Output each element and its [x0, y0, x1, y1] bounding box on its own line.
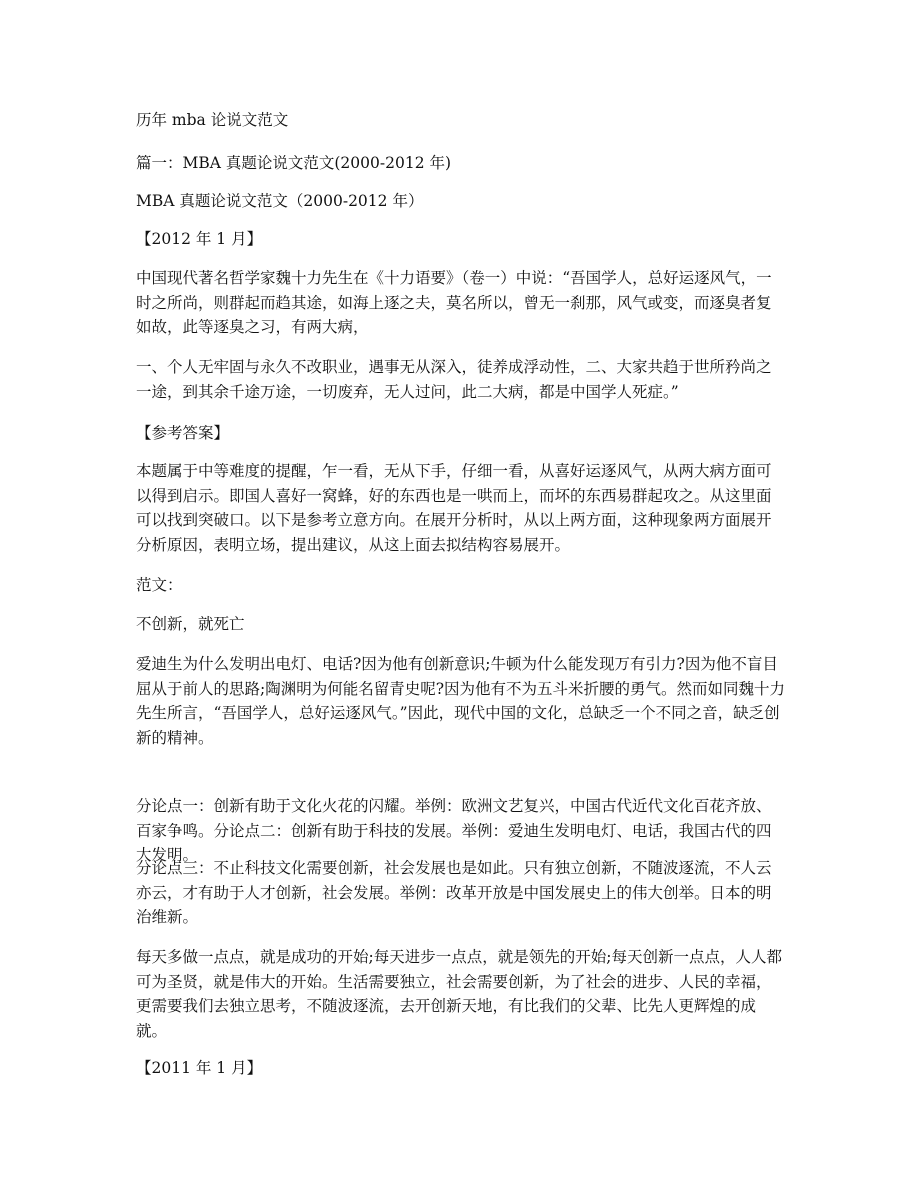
essay-title: 不创新，就死亡 — [136, 615, 245, 633]
prompt-paragraph-2: 一、个人无牢固与永久不改职业，遇事无从深入，徒养成浮动性，二、大家共趋于世所矜尚之一途，到其余千途万途，一切废弃，无人过问，此二大病，都是中国学人死症。” — [136, 358, 772, 401]
essay-conclusion-paragraph: 每天多做一点点，就是成功的开始;每天进步一点点，就是领先的开始;每天创新一点点，人人都可为圣贤，就是伟大的开始。生活需要独立，社会需要创新，为了社会的进步、人民的幸福，更需要我们去独立思考，不随波逐流，去开创新天地，有比我们的父辈、比先人更辉煌的成就。 — [136, 948, 782, 1040]
reference-answer-label: 【参考答案】 — [136, 424, 230, 442]
essay-intro-paragraph: 爱迪生为什么发明出电灯、电话?因为他有创新意识;牛顿为什么能发现万有引力?因为他不盲目屈从于前人的思路;陶渊明为何能名留青史呢?因为他有不为五斗米折腰的勇气。然而如同魏十力先生所言，“吾国学人，总好运逐风气。”因此，现代中国的文化，总缺乏一个不同之音，缺乏创新的精神。 — [136, 655, 786, 747]
section-heading-2011: 【2011 年 1 月】 — [136, 1059, 263, 1077]
sample-essay-label: 范文： — [136, 576, 183, 594]
essay-argument-paragraph-1: 分论点一：创新有助于文化火花的闪耀。举例：欧洲文艺复兴，中国古代近代文化百花齐放、百家争鸣。分论点二：创新有助于科技的发展。举例：爱迪生发明电灯、电话，我国古代的四大发明。 — [136, 797, 772, 864]
heading-part-one: 篇一：MBA 真题论说文范文(2000-2012 年) — [136, 154, 452, 172]
heading-essay-collection: MBA 真题论说文范文（2000-2012 年） — [136, 192, 424, 210]
document-title: 历年 mba 论说文范文 — [136, 111, 289, 129]
analysis-paragraph: 本题属于中等难度的提醒，乍一看，无从下手，仔细一看，从喜好运逐风气，从两大病方面可以得到启示。即国人喜好一窝蜂，好的东西也是一哄而上，而坏的东西易群起攻之。从这里面可以找到突破口。以下是参考立意方向。在展开分析时，从以上两方面，这种现象两方面展开分析原因，表明立场，提出建议，从这上面去拟结构容易展开。 — [136, 462, 772, 554]
section-heading-2012: 【2012 年 1 月】 — [136, 230, 263, 248]
essay-argument-paragraph-2: 分论点三：不止科技文化需要创新，社会发展也是如此。只有独立创新，不随波逐流，不人云亦云，才有助于人才创新，社会发展。举例：改革开放是中国发展史上的伟大创举。日本的明治维新。 — [136, 859, 772, 926]
prompt-paragraph-1: 中国现代著名哲学家魏十力先生在《十力语要》（卷一）中说：“吾国学人，总好运逐风气，一时之所尚，则群起而趋其途，如海上逐之夫，莫名所以，曾无一刹那，风气或变，而逐臭者复如故，此等逐臭之习，有两大病， — [136, 269, 772, 336]
